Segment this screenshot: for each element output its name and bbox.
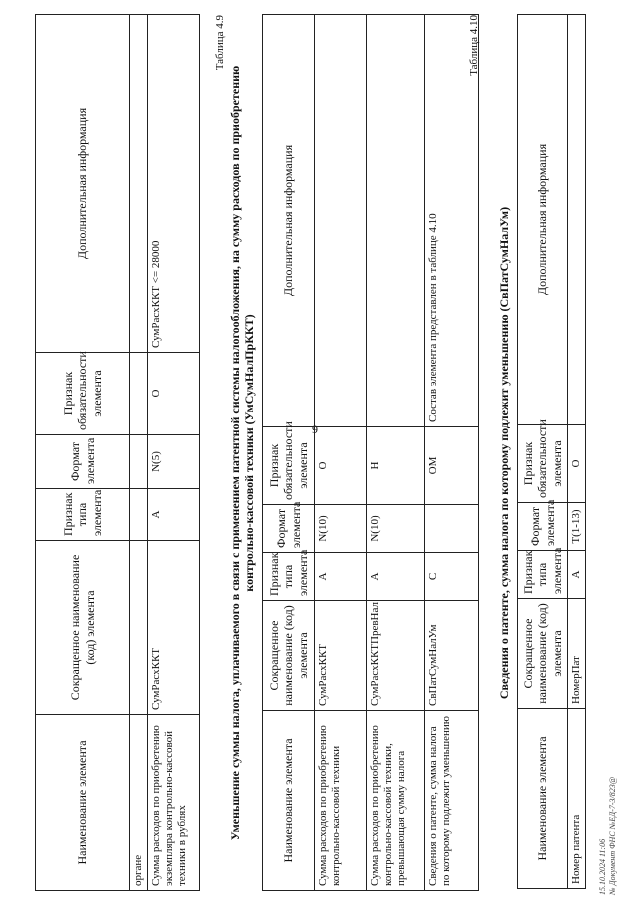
cell: органе bbox=[130, 715, 148, 891]
cell bbox=[367, 15, 425, 427]
table-row bbox=[367, 15, 425, 891]
cell bbox=[130, 541, 148, 715]
cell bbox=[130, 15, 148, 353]
header-info: Дополнительная информация bbox=[36, 15, 130, 353]
cell: Сумма расходов по приобретению экземпляра контрольно-кассовой техники в рублях bbox=[147, 715, 199, 891]
table-label: Таблица 4.10 bbox=[468, 15, 480, 76]
table-4-10 bbox=[517, 14, 586, 889]
cell bbox=[315, 15, 367, 427]
page-number: 9 bbox=[312, 422, 318, 436]
cell: СумРасхККТ bbox=[147, 541, 199, 715]
cell: А bbox=[315, 553, 367, 601]
stamp-line: № Документ ФНС №ЕД-7-3/823@ bbox=[607, 776, 617, 895]
cell: Н bbox=[367, 427, 425, 505]
table-title bbox=[228, 15, 257, 891]
table-row bbox=[147, 15, 199, 891]
header-info: Дополнительная информация bbox=[518, 15, 568, 425]
header-short: Сокращенное наименование (код) элемента bbox=[36, 541, 130, 715]
cell: СвПатСумНалУм bbox=[425, 601, 479, 711]
cell: ОМ bbox=[425, 427, 479, 505]
header-info: Дополнительная информация bbox=[263, 15, 315, 427]
table-header-row bbox=[518, 15, 568, 889]
header-format: Формат элемента bbox=[263, 505, 315, 553]
cell: Сведения о патенте, сумма налога по которому подлежит уменьшению bbox=[425, 711, 479, 891]
cell: T(1-13) bbox=[568, 503, 586, 551]
cell: СумРасхККТПревНал bbox=[367, 601, 425, 711]
cell: А bbox=[568, 551, 586, 599]
cell: N(5) bbox=[147, 435, 199, 489]
cell: N(10) bbox=[367, 505, 425, 553]
header-required: Признак обязательности элемента bbox=[518, 425, 568, 503]
header-name: Наименование элемента bbox=[36, 715, 130, 891]
table-row bbox=[315, 15, 367, 891]
cell: О bbox=[147, 353, 199, 435]
cell: Номер патента bbox=[568, 709, 586, 889]
header-required: Признак обязательности элемента bbox=[36, 353, 130, 435]
header-name: Наименование элемента bbox=[518, 709, 568, 889]
table-title: Сведения о патенте, сумма налога по которому подлежит уменьшению (СвПатСумНалУм) bbox=[497, 206, 511, 700]
cell: О bbox=[315, 427, 367, 505]
cell: N(10) bbox=[315, 505, 367, 553]
table-row bbox=[425, 15, 479, 891]
table-label: Таблица 4.9 bbox=[214, 15, 226, 71]
cell: Сумма расходов по приобретению контрольно-кассовой техники, превышающая сумму налога bbox=[367, 711, 425, 891]
cell bbox=[130, 489, 148, 541]
header-format: Формат элемента bbox=[36, 435, 130, 489]
cell: С bbox=[425, 553, 479, 601]
table-header-row bbox=[263, 15, 315, 891]
stamp-line: 15.10.2024 11:06 bbox=[598, 838, 607, 895]
cell: НомерПат bbox=[568, 599, 586, 709]
header-short: Сокращенное наименование (код) элемента bbox=[518, 599, 568, 709]
cell bbox=[130, 353, 148, 435]
cell bbox=[568, 15, 586, 425]
header-name: Наименование элемента bbox=[263, 711, 315, 891]
table-row bbox=[130, 15, 148, 891]
table-header-row bbox=[36, 15, 130, 891]
table-title-line: контрольно-кассовой техники (УмСумНалПрККТ) bbox=[242, 314, 257, 592]
header-type: Признак типа элемента bbox=[36, 489, 130, 541]
cell: Сумма расходов по приобретению контрольно-кассовой техники bbox=[315, 711, 367, 891]
document-stamp bbox=[598, 695, 617, 895]
cell: О bbox=[568, 425, 586, 503]
table-row bbox=[568, 15, 586, 889]
header-type: Признак типа элемента bbox=[263, 553, 315, 601]
header-format: Формат элемента bbox=[518, 503, 568, 551]
header-required: Признак обязательности элемента bbox=[263, 427, 315, 505]
cell: А bbox=[147, 489, 199, 541]
table-4-9 bbox=[262, 14, 479, 891]
table-top bbox=[35, 14, 200, 891]
header-type: Признак типа элемента bbox=[518, 551, 568, 599]
cell: СумРасхККТ bbox=[315, 601, 367, 711]
cell: Состав элемента представлен в таблице 4.10 bbox=[425, 15, 479, 427]
cell: СумРасхККТ <= 28000 bbox=[147, 15, 199, 353]
cell bbox=[425, 505, 479, 553]
cell: А bbox=[367, 553, 425, 601]
table-title-line: Уменьшение суммы налога, уплачиваемого в связи с применением патентной системы налогообложения, на сумму расходов по приобретению bbox=[228, 65, 242, 841]
cell bbox=[130, 435, 148, 489]
header-short: Сокращенное наименование (код) элемента bbox=[263, 601, 315, 711]
